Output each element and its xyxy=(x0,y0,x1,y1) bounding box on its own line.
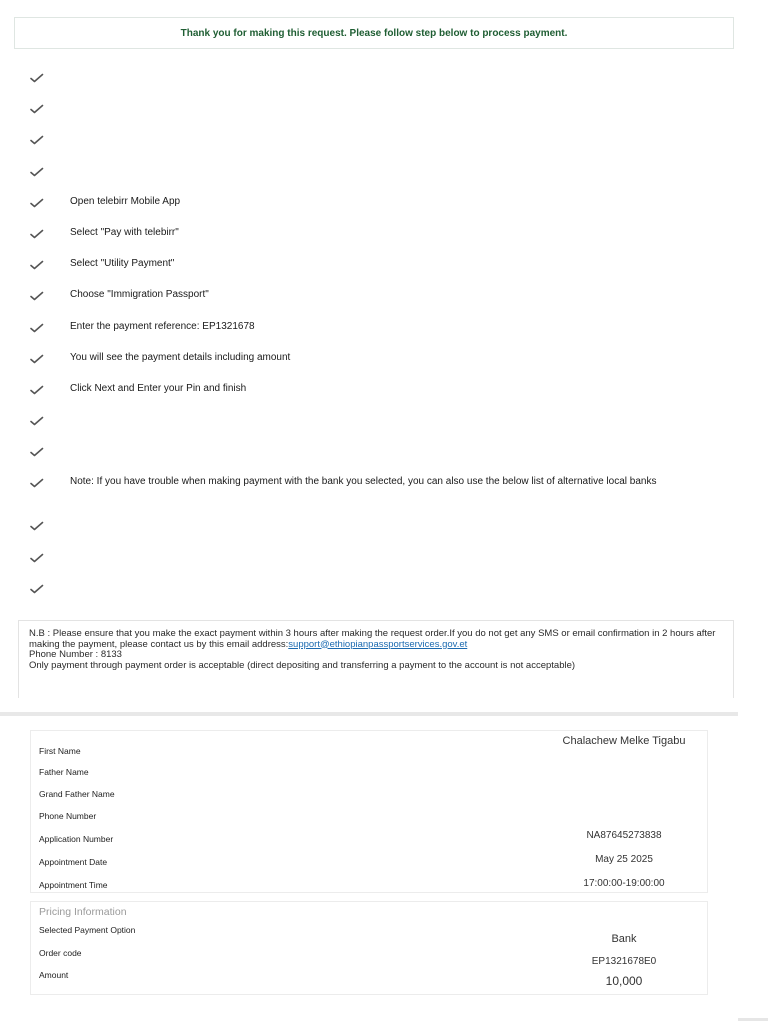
support-email-link[interactable]: support@ethiopianpassportservices.gov.et xyxy=(288,638,468,650)
appointment-date-row xyxy=(31,850,707,873)
application-number-label: Application Number xyxy=(39,833,114,844)
support-phone: Phone Number : 8133 xyxy=(29,649,122,660)
payment-steps-list xyxy=(30,70,710,612)
step-item xyxy=(30,164,710,195)
step-item xyxy=(30,581,710,612)
father-name-row xyxy=(31,761,707,783)
application-number-row xyxy=(31,827,707,850)
check-icon xyxy=(30,166,44,178)
order-code-value: EP1321678E0 xyxy=(591,955,657,967)
application-number-value: NA87645273838 xyxy=(586,830,662,841)
check-icon xyxy=(30,259,44,271)
first-name-value: Chalachew Melke Tigabu xyxy=(562,735,686,747)
pricing-info-card xyxy=(30,901,708,995)
section-divider xyxy=(0,712,738,716)
check-icon xyxy=(30,477,44,489)
check-icon xyxy=(30,415,44,427)
step-item xyxy=(30,257,710,288)
pricing-title: Pricing Information xyxy=(39,906,127,918)
confirmation-banner xyxy=(14,17,734,49)
payment-policy-text: Only payment through payment order is acceptable (direct depositing and transferring a payment to the account is not acceptable) xyxy=(29,659,576,671)
first-name-row xyxy=(31,731,707,761)
grand-father-name-row xyxy=(31,783,707,805)
amount-value: 10,000 xyxy=(605,974,643,988)
step-item xyxy=(30,444,710,475)
check-icon xyxy=(30,103,44,115)
step-item xyxy=(30,226,710,257)
scroll-indicator xyxy=(738,1018,768,1021)
step-item xyxy=(30,413,710,444)
appointment-time-row xyxy=(31,873,707,896)
step-item xyxy=(30,320,710,351)
step-item xyxy=(30,195,710,226)
payment-option-label: Selected Payment Option xyxy=(39,925,136,935)
amount-row xyxy=(31,966,707,988)
step-text: Select "Pay with telebirr" xyxy=(70,226,179,238)
step-item xyxy=(30,550,710,581)
order-code-label: Order code xyxy=(39,948,82,958)
check-icon xyxy=(30,322,44,334)
phone-number-label: Phone Number xyxy=(39,811,97,821)
appointment-time-label: Appointment Time xyxy=(39,879,108,890)
first-name-label: First Name xyxy=(39,746,81,756)
step-text: Click Next and Enter your Pin and finish xyxy=(70,382,247,394)
appointment-date-value: May 25 2025 xyxy=(595,854,653,865)
payment-option-value: Bank xyxy=(611,933,637,945)
check-icon xyxy=(30,72,44,84)
step-item xyxy=(30,132,710,163)
step-text: You will see the payment details including amount xyxy=(70,351,291,363)
nb-text: N.B : Please ensure that you make the exact payment within 3 hours after making the request order.If you do not get any SMS or email confirmation in 2 hours after making the payment, please contact us by this email address: xyxy=(29,628,716,650)
check-icon xyxy=(30,228,44,240)
step-text: Open telebirr Mobile App xyxy=(70,195,181,207)
father-name-label: Father Name xyxy=(39,767,89,777)
check-icon xyxy=(30,384,44,396)
payment-option-row xyxy=(31,922,707,944)
step-text: Select "Utility Payment" xyxy=(70,258,175,270)
check-icon xyxy=(30,520,44,532)
step-item xyxy=(30,518,710,549)
step-item xyxy=(30,382,710,413)
step-item xyxy=(30,475,710,518)
phone-number-row xyxy=(31,805,707,827)
nb-notice xyxy=(18,620,734,698)
step-item xyxy=(30,288,710,319)
appointment-date-label: Appointment Date xyxy=(39,856,108,867)
step-item xyxy=(30,101,710,132)
check-icon xyxy=(30,290,44,302)
check-icon xyxy=(30,134,44,146)
check-icon xyxy=(30,353,44,365)
step-text: Enter the payment reference: EP1321678 xyxy=(70,320,255,332)
check-icon xyxy=(30,583,44,595)
order-code-row xyxy=(31,944,707,966)
check-icon xyxy=(30,552,44,564)
step-item xyxy=(30,351,710,382)
step-item xyxy=(30,70,710,101)
check-icon xyxy=(30,446,44,458)
appointment-time-value: 17:00:00-19:00:00 xyxy=(583,878,665,889)
step-text: Choose "Immigration Passport" xyxy=(70,289,209,301)
grand-father-name-label: Grand Father Name xyxy=(39,789,115,799)
amount-label: Amount xyxy=(39,970,69,980)
banner-text: Thank you for making this request. Please follow step below to process payment. xyxy=(180,27,568,39)
check-icon xyxy=(30,197,44,209)
applicant-info-card xyxy=(30,730,708,893)
step-text: Note: If you have trouble when making payment with the bank you selected, you can also use the below list of alternative local banks xyxy=(70,476,657,488)
